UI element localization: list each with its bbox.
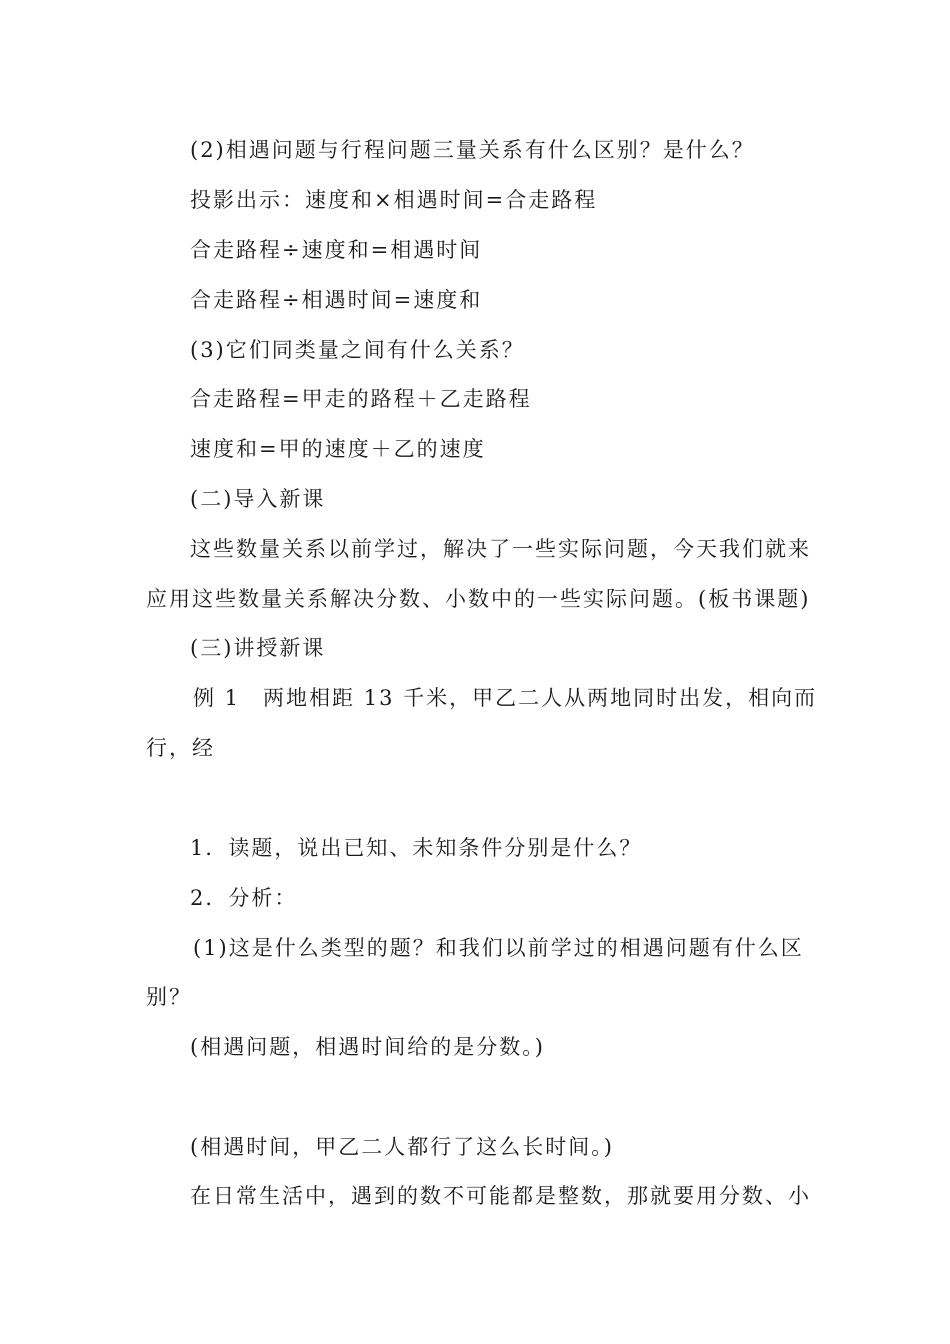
text-line: (3)它们同类量之间有什么关系？ <box>190 338 525 362</box>
text-line: 合走路程÷相遇时间=速度和 <box>190 288 483 312</box>
section-heading: (三)讲授新课 <box>190 636 326 660</box>
text-line: 行，经 <box>146 736 215 760</box>
text-line: 1．读题，说出已知、未知条件分别是什么？ <box>190 836 643 860</box>
text-line: 别？ <box>146 985 192 1009</box>
text-line: 应用这些数量关系解决分数、小数中的一些实际问题。(板书课题) <box>146 587 811 611</box>
text-line: 在日常生活中，遇到的数不可能都是整数，那就要用分数、小 <box>190 1184 811 1208</box>
text-line: 2．分析： <box>190 886 298 910</box>
text-line: (1)这是什么类型的题？和我们以前学过的相遇问题有什么区 <box>193 936 804 960</box>
text-line: 这些数量关系以前学过，解决了一些实际问题，今天我们就来 <box>190 537 811 561</box>
example-line: 例 1 两地相距 13 千米，甲乙二人从两地同时出发，相向而 <box>193 686 818 710</box>
text-line: 合走路程÷速度和=相遇时间 <box>190 238 483 262</box>
text-line: 投影出示：速度和×相遇时间=合走路程 <box>190 188 598 212</box>
text-line: (相遇时间，甲乙二人都行了这么长时间。) <box>190 1135 614 1159</box>
text-line: 合走路程=甲走的路程＋乙走路程 <box>190 387 532 411</box>
text-line: (相遇问题，相遇时间给的是分数。) <box>190 1035 545 1059</box>
text-line: (2)相遇问题与行程问题三量关系有什么区别？是什么？ <box>190 138 755 162</box>
section-heading: (二)导入新课 <box>190 487 326 511</box>
text-line: 速度和=甲的速度＋乙的速度 <box>190 437 486 461</box>
